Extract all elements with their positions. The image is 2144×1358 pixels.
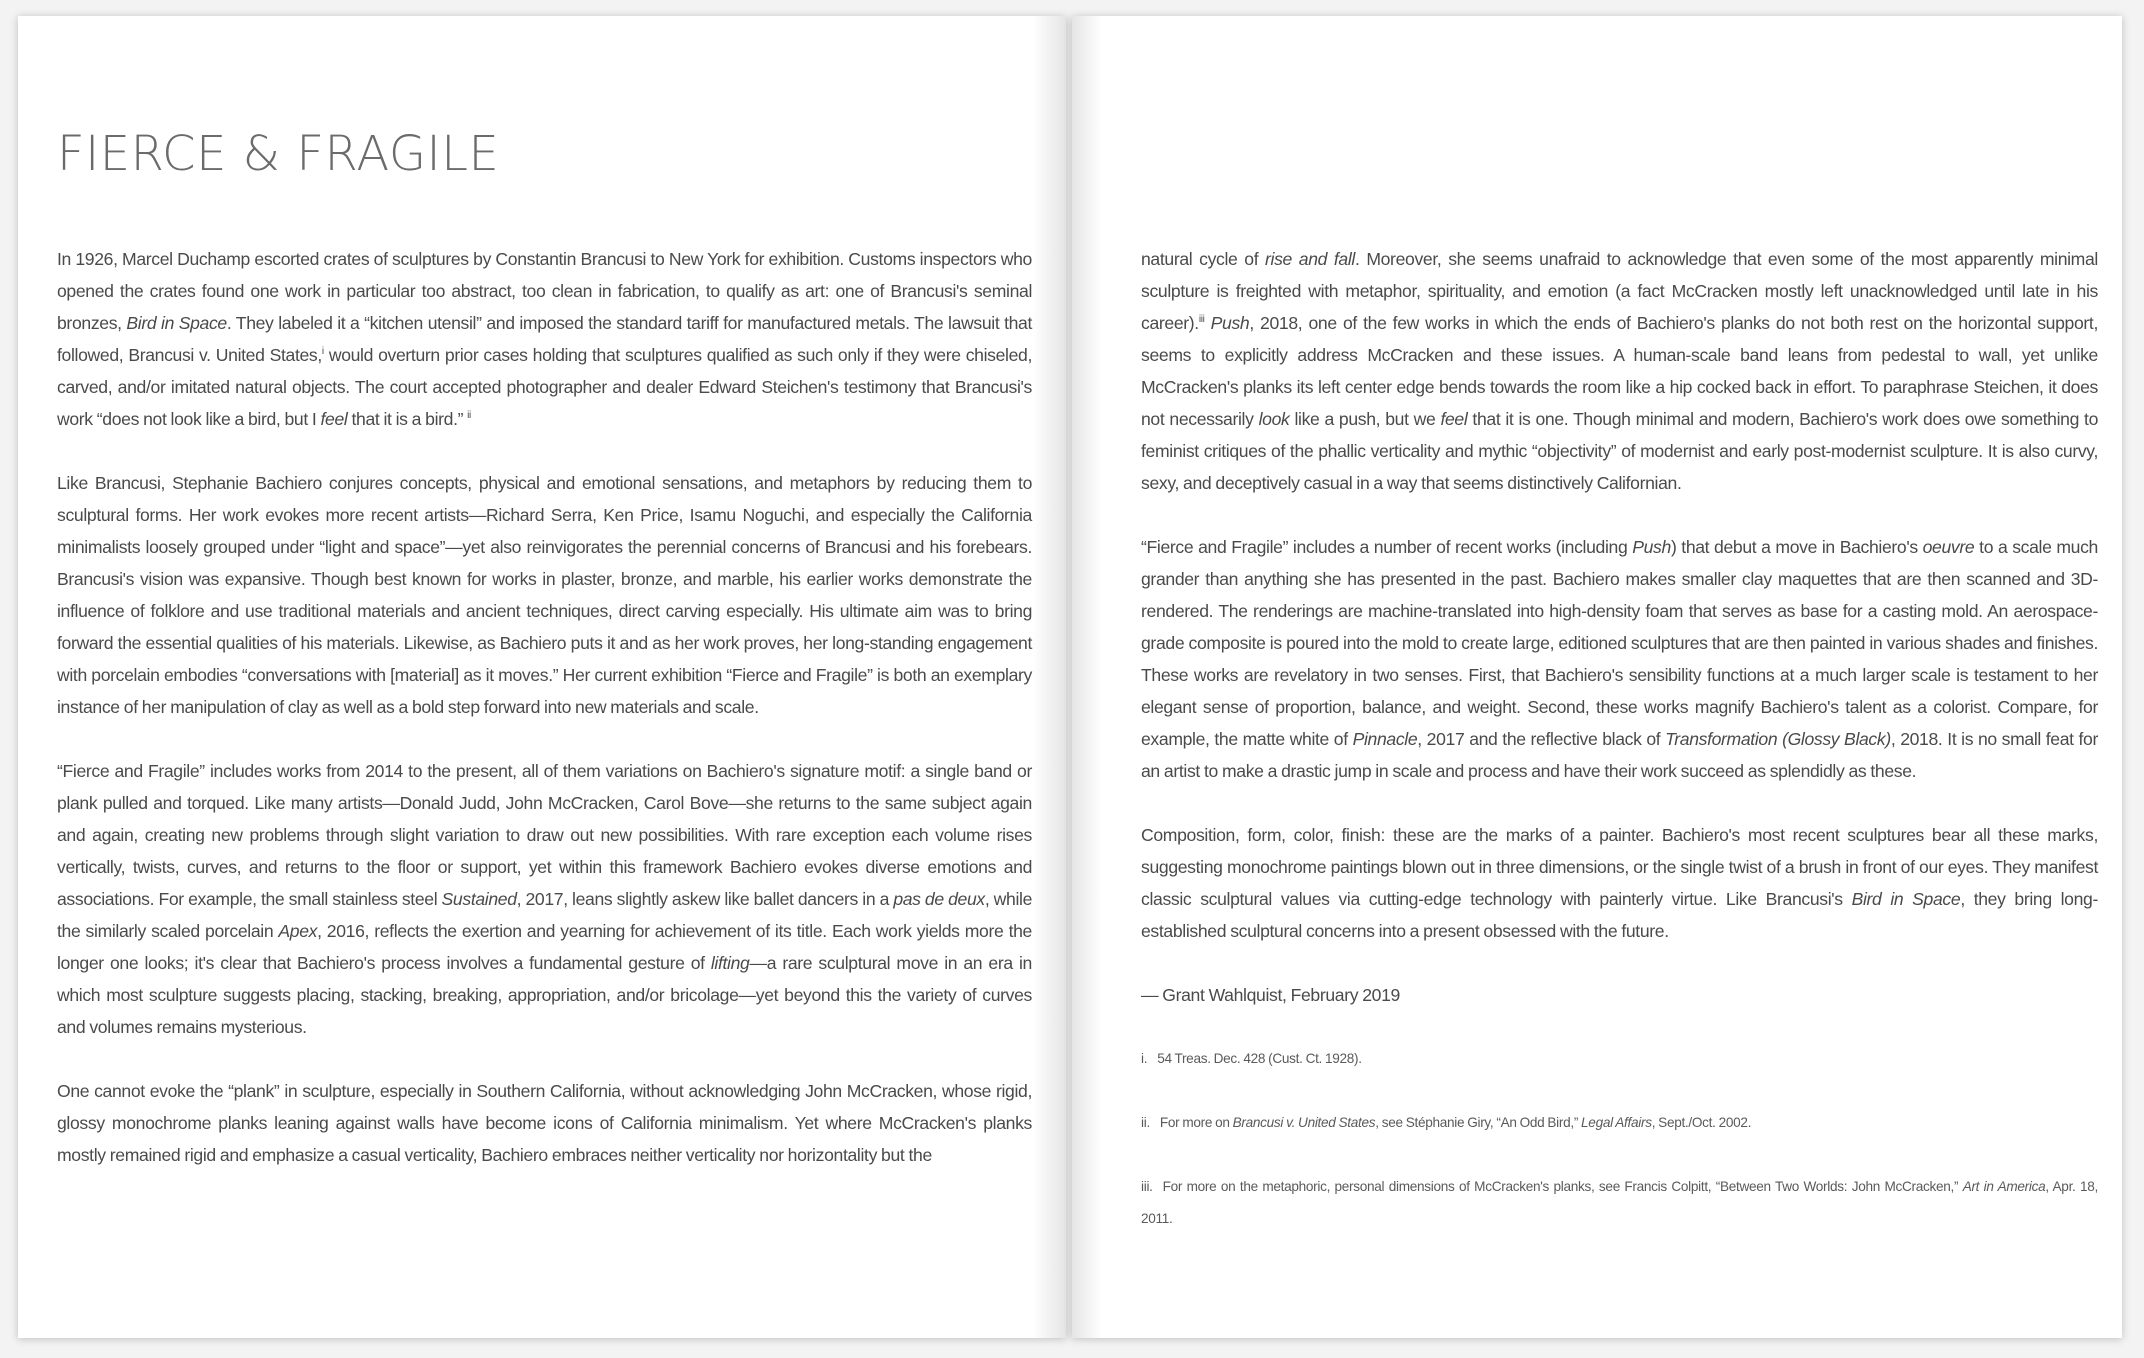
footnote-ref: ii [467, 410, 471, 422]
footnote-ref: i [321, 346, 324, 358]
footnote: i. 54 Treas. Dec. 428 (Cust. Ct. 1928). [1141, 1051, 1362, 1066]
left-text-column [57, 243, 1032, 1171]
gutter-shadow [1032, 16, 1066, 1338]
author-signature: — Grant Wahlquist, February 2019 [1141, 985, 1400, 1005]
paragraph: Like Brancusi, Stephanie Bachiero conjures concepts, physical and emotional sensations, and metaphors by reducing them to sculptural forms. Her work evokes more recent artists—Richard Serra, Ken Price, Isamu Noguchi, and especially the California minimalists loosely grouped under “light and space”—yet also reinvigorates the perennial concerns of Brancusi and his forebears. Brancusi's vision was expansive. Though best known for works in plaster, bronze, and marble, his earlier works demonstrate the influence of folklore and use traditional materials and ancient techniques, direct carving especially. His ultimate aim was to bring forward the essential qualities of his materials. Likewise, as Bachiero puts it and as her work proves, her long-standing engagement with porcelain embodies “conversations with [material] as it moves.” Her current exhibition “Fierce and Fragile” is both an exemplary instance of her manipulation of clay as well as a bold step forward into new materials and scale. [57, 473, 1032, 717]
gutter-shadow [1072, 16, 1102, 1338]
footnote-ref: iii [1198, 314, 1205, 326]
paragraph: “Fierce and Fragile” includes a number of recent works (including Push) that debut a move in Bachiero's oeuvre to a scale much grander than anything she has presented in the past. Bachiero makes smaller clay maquettes that are then scanned and 3D-rendered. The renderings are machine-translated into high-density foam that serves as base for a casting mold. An aerospace-grade composite is poured into the mold to create large, editioned sculptures that are then painted in various shades and finishes. These works are revelatory in two senses. First, that Bachiero's sensibility functions at a much larger scale is testament to her elegant sense of proportion, balance, and weight. Second, these works magnify Bachiero's talent as a colorist. Compare, for example, the matte white of Pinnacle, 2017 and the reflective black of Transformation (Glossy Black), 2018. It is no small feat for an artist to make a drastic jump in scale and process and have their work succeed as splendidly as these. [1141, 537, 2099, 781]
paragraph: “Fierce and Fragile” includes works from 2014 to the present, all of them variations on Bachiero's signature motif: a single band or plank pulled and torqued. Like many artists—Donald Judd, John McCracken, Carol Bove—she returns to the same subject again and again, creating new problems through slight variation to draw out new possibilities. With rare exception each volume rises vertically, twists, curves, and returns to the floor or support, yet within this framework Bachiero evokes diverse emotions and associations. For example, the small stainless steel Sustained, 2017, leans slightly askew like ballet dancers in a pas de deux, while the similarly scaled porcelain Apex, 2016, reflects the exertion and yearning for achievement of its title. Each work yields more the longer one looks; it's clear that Bachiero's process involves a fundamental gesture of lifting—a rare sculptural move in an era in which most sculpture suggests placing, stacking, breaking, appropriation, and/or bricolage—yet beyond this the variety of curves and volumes remains mysterious. [57, 761, 1033, 1037]
footnotes [1141, 1043, 2098, 1235]
paragraph: In 1926, Marcel Duchamp escorted crates of sculptures by Constantin Brancusi to New York for exhibition. Customs inspectors who opened the crates found one work in particular too abstract, too clean in fabrication, to qualify as art: one of Brancusi's seminal bronzes, Bird in Space. They labeled it a “kitchen utensil” and imposed the standard tariff for manufactured metals. The lawsuit that followed, Brancusi v. United States,$^i$ would overturn prior cases holding that sculptures qualified as such only if they were chiseled, carved, and/or imitated natural objects. The court accepted photographer and dealer Edward Steichen's testimony that Brancusi's work “does not look like a bird, but I feel that it is a bird.” $^{ii}$ [57, 249, 1033, 429]
page-title: FIERCE & FRAGILE [57, 126, 500, 182]
right-text-column [1141, 243, 2098, 1235]
paragraph: Composition, form, color, finish: these are the marks of a painter. Bachiero's most recent sculptures bear all these marks, suggesting monochrome paintings blown out in three dimensions, or the single twist of a brush in front of our eyes. They manifest classic sculptural values via cutting-edge technology with painterly virtue. Like Brancusi's Bird in Space, they bring long-established sculptural concerns into a present obsessed with the future. [1141, 825, 2098, 941]
right-page [1072, 16, 2122, 1338]
footnote: ii. For more on Brancusi v. United States, see Stéphanie Giry, “An Odd Bird,” Legal Affairs, Sept./Oct. 2002. [1141, 1115, 1752, 1130]
book-spread [18, 16, 2122, 1338]
paragraph: One cannot evoke the “plank” in sculpture, especially in Southern California, without acknowledging John McCracken, whose rigid, glossy monochrome planks leaning against walls have become icons of California minimalism. Yet where McCracken's planks mostly remained rigid and emphasize a casual verticality, Bachiero embraces neither verticality nor horizontality but the [57, 1081, 1032, 1165]
footnote: iii. For more on the metaphoric, personal dimensions of McCracken's planks, see Francis Colpitt, “Between Two Worlds: John McCracken,” Art in America, Apr. 18, 2011. [1141, 1179, 2098, 1226]
paragraph: natural cycle of rise and fall. Moreover, she seems unafraid to acknowledge that even some of the most apparently minimal sculpture is freighted with metaphor, spirituality, and emotion (a fact McCracken mostly left unacknowledged until late in his career).$^{iii}$ Push, 2018, one of the few works in which the ends of Bachiero's planks do not both rest on the horizontal support, seems to explicitly address McCracken and these issues. A human-scale band leans from pedestal to wall, yet unlike McCracken's planks its left center edge bends towards the room like a hip cocked back in effort. To paraphrase Steichen, it does not necessarily look like a push, but we feel that it is one. Though minimal and modern, Bachiero's work does owe something to feminist critiques of the phallic verticality and mythic “objectivity” of modernist and early post-modernist sculpture. It is also curvy, sexy, and deceptively casual in a way that seems distinctively Californian. [1141, 249, 2099, 493]
left-page [18, 16, 1066, 1338]
